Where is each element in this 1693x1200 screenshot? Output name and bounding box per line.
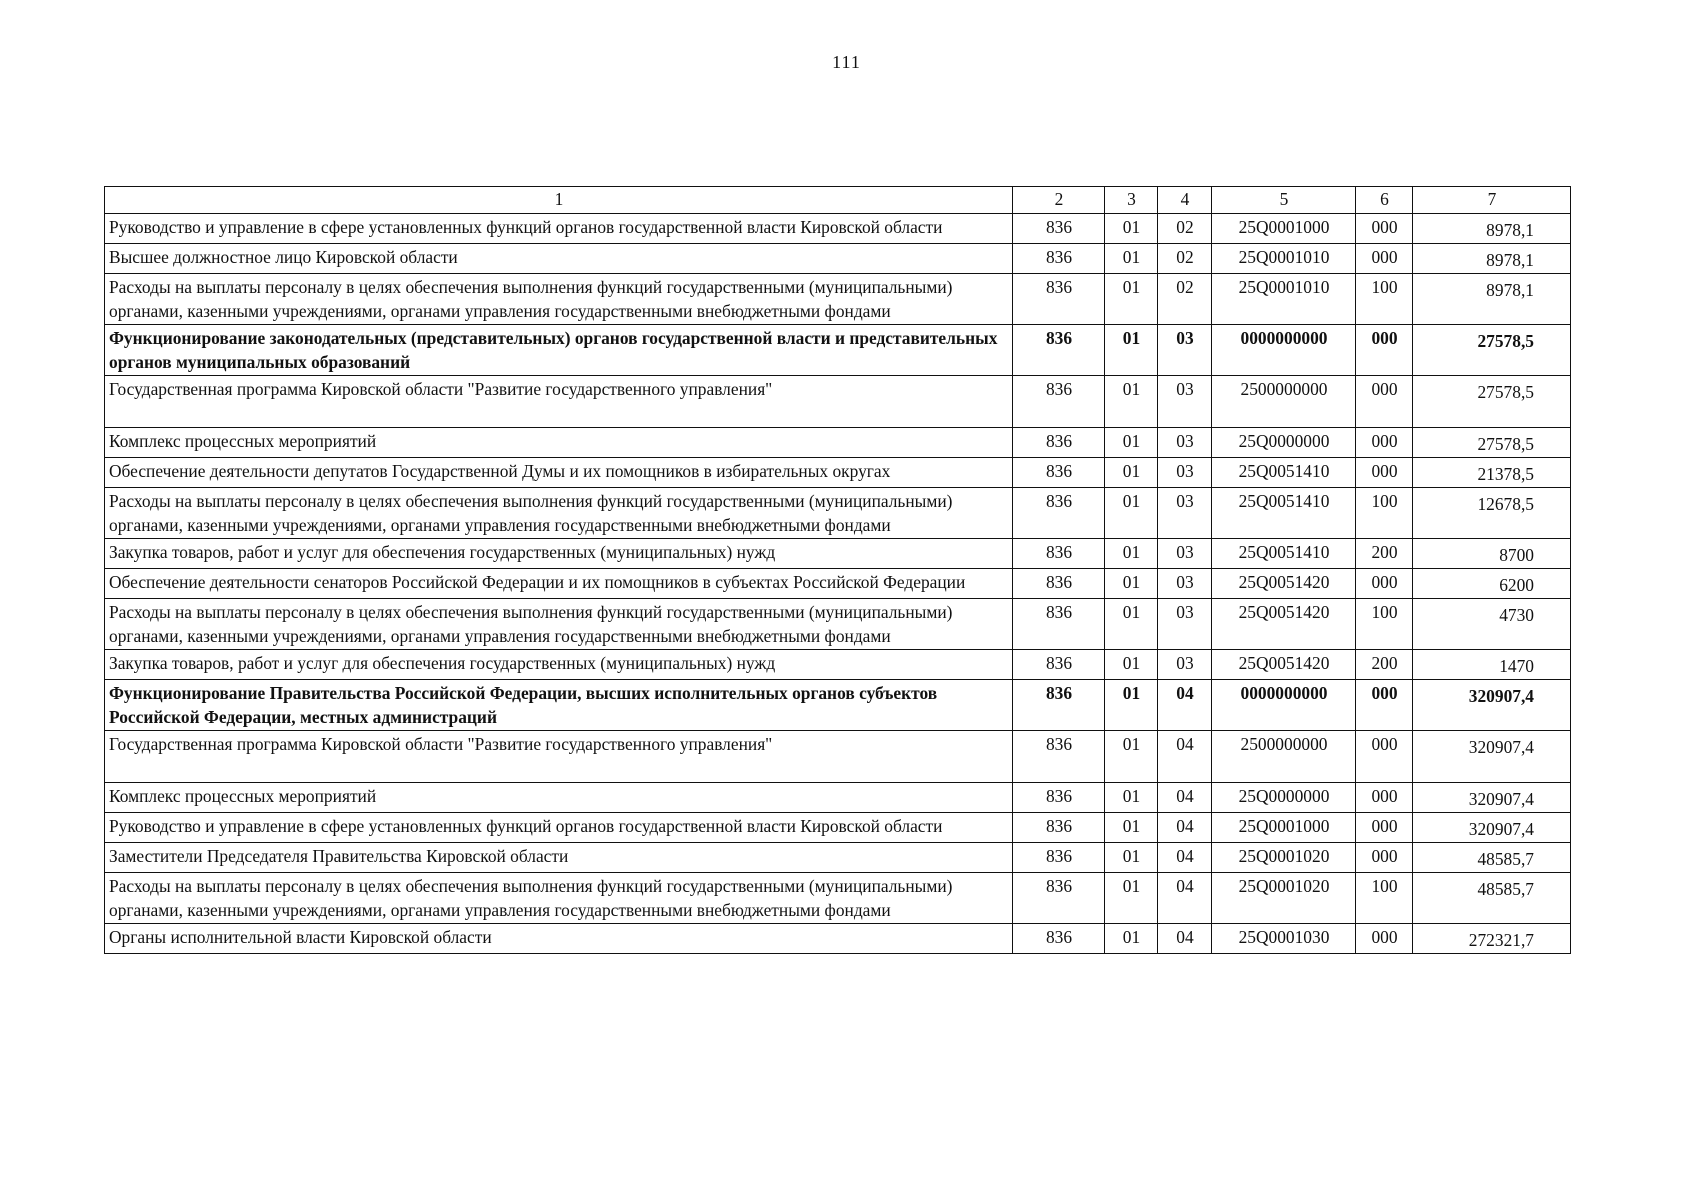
- cell-name: Расходы на выплаты персоналу в целях обеспечения выполнения функций государственными (муниципальными) органами, казенными учреждениями, органами управления государственными внебюджетными фондами: [105, 599, 1013, 650]
- cell-amount: 48585,7: [1413, 843, 1571, 873]
- cell-target-article: 25Q0051420: [1212, 650, 1356, 680]
- cell-subsection: 03: [1158, 539, 1212, 569]
- table-row: [105, 214, 1571, 244]
- cell-section: 01: [1105, 376, 1158, 428]
- cell-subsection: 03: [1158, 376, 1212, 428]
- cell-target-article: 25Q0001030: [1212, 924, 1356, 954]
- cell-grbs: 836: [1013, 599, 1105, 650]
- cell-name: Комплекс процессных мероприятий: [105, 783, 1013, 813]
- cell-grbs: 836: [1013, 924, 1105, 954]
- cell-name: Закупка товаров, работ и услуг для обеспечения государственных (муниципальных) нужд: [105, 539, 1013, 569]
- table-row: [105, 843, 1571, 873]
- table-row: [105, 813, 1571, 843]
- table-header-row: [105, 187, 1571, 214]
- cell-section: 01: [1105, 539, 1158, 569]
- cell-grbs: 836: [1013, 680, 1105, 731]
- cell-subsection: 03: [1158, 569, 1212, 599]
- cell-section: 01: [1105, 813, 1158, 843]
- cell-amount: 320907,4: [1413, 813, 1571, 843]
- cell-section: 01: [1105, 569, 1158, 599]
- cell-target-article: 25Q0000000: [1212, 428, 1356, 458]
- cell-subsection: 04: [1158, 731, 1212, 783]
- cell-subsection: 02: [1158, 214, 1212, 244]
- table-row: [105, 325, 1571, 376]
- cell-section: 01: [1105, 214, 1158, 244]
- cell-name: Руководство и управление в сфере установленных функций органов государственной власти Кировской области: [105, 214, 1013, 244]
- cell-expense-type: 000: [1356, 428, 1413, 458]
- cell-amount: 48585,7: [1413, 873, 1571, 924]
- cell-target-article: 25Q0051410: [1212, 458, 1356, 488]
- header-col-6: 6: [1356, 187, 1413, 214]
- cell-target-article: 25Q0051410: [1212, 488, 1356, 539]
- table-row: [105, 488, 1571, 539]
- cell-amount: 21378,5: [1413, 458, 1571, 488]
- cell-section: 01: [1105, 873, 1158, 924]
- cell-expense-type: 000: [1356, 244, 1413, 274]
- table-row: [105, 569, 1571, 599]
- cell-target-article: 25Q0051420: [1212, 599, 1356, 650]
- table-body: [105, 214, 1571, 954]
- cell-amount: 4730: [1413, 599, 1571, 650]
- table-row: [105, 783, 1571, 813]
- table-row: [105, 274, 1571, 325]
- table-row: [105, 539, 1571, 569]
- cell-target-article: 0000000000: [1212, 680, 1356, 731]
- cell-name: Руководство и управление в сфере установленных функций органов государственной власти Кировской области: [105, 813, 1013, 843]
- cell-name: Расходы на выплаты персоналу в целях обеспечения выполнения функций государственными (муниципальными) органами, казенными учреждениями, органами управления государственными внебюджетными фондами: [105, 873, 1013, 924]
- cell-target-article: 25Q0001020: [1212, 873, 1356, 924]
- table-row: [105, 924, 1571, 954]
- cell-target-article: 0000000000: [1212, 325, 1356, 376]
- cell-subsection: 02: [1158, 244, 1212, 274]
- header-col-3: 3: [1105, 187, 1158, 214]
- cell-expense-type: 000: [1356, 325, 1413, 376]
- cell-subsection: 04: [1158, 873, 1212, 924]
- cell-name: Функционирование законодательных (представительных) органов государственной власти и представительных органов муниципальных образований: [105, 325, 1013, 376]
- cell-section: 01: [1105, 274, 1158, 325]
- cell-amount: 8978,1: [1413, 214, 1571, 244]
- cell-target-article: 25Q0001010: [1212, 244, 1356, 274]
- cell-grbs: 836: [1013, 428, 1105, 458]
- cell-target-article: 25Q0000000: [1212, 783, 1356, 813]
- cell-amount: 8978,1: [1413, 244, 1571, 274]
- table-row: [105, 873, 1571, 924]
- cell-subsection: 03: [1158, 458, 1212, 488]
- cell-section: 01: [1105, 783, 1158, 813]
- cell-section: 01: [1105, 924, 1158, 954]
- cell-name: Функционирование Правительства Российской Федерации, высших исполнительных органов субъектов Российской Федерации, местных администраций: [105, 680, 1013, 731]
- cell-name: Органы исполнительной власти Кировской области: [105, 924, 1013, 954]
- cell-subsection: 04: [1158, 924, 1212, 954]
- cell-section: 01: [1105, 325, 1158, 376]
- cell-name: Заместители Председателя Правительства Кировской области: [105, 843, 1013, 873]
- cell-name: Расходы на выплаты персоналу в целях обеспечения выполнения функций государственными (муниципальными) органами, казенными учреждениями, органами управления государственными внебюджетными фондами: [105, 274, 1013, 325]
- cell-amount: 320907,4: [1413, 731, 1571, 783]
- cell-subsection: 03: [1158, 650, 1212, 680]
- cell-name: Расходы на выплаты персоналу в целях обеспечения выполнения функций государственными (муниципальными) органами, казенными учреждениями, органами управления государственными внебюджетными фондами: [105, 488, 1013, 539]
- cell-amount: 27578,5: [1413, 325, 1571, 376]
- cell-name: Высшее должностное лицо Кировской области: [105, 244, 1013, 274]
- cell-grbs: 836: [1013, 843, 1105, 873]
- cell-section: 01: [1105, 731, 1158, 783]
- cell-grbs: 836: [1013, 650, 1105, 680]
- cell-amount: 27578,5: [1413, 428, 1571, 458]
- cell-grbs: 836: [1013, 376, 1105, 428]
- cell-grbs: 836: [1013, 569, 1105, 599]
- cell-subsection: 03: [1158, 325, 1212, 376]
- cell-grbs: 836: [1013, 539, 1105, 569]
- cell-grbs: 836: [1013, 325, 1105, 376]
- cell-amount: 12678,5: [1413, 488, 1571, 539]
- cell-subsection: 03: [1158, 599, 1212, 650]
- cell-name: Государственная программа Кировской области "Развитие государственного управления": [105, 731, 1013, 783]
- cell-amount: 8700: [1413, 539, 1571, 569]
- cell-expense-type: 000: [1356, 376, 1413, 428]
- table-row: [105, 244, 1571, 274]
- cell-target-article: 25Q0001010: [1212, 274, 1356, 325]
- cell-target-article: 2500000000: [1212, 731, 1356, 783]
- cell-target-article: 25Q0051410: [1212, 539, 1356, 569]
- cell-name: Обеспечение деятельности сенаторов Российской Федерации и их помощников в субъектах Российской Федерации: [105, 569, 1013, 599]
- budget-table: [104, 186, 1571, 954]
- cell-grbs: 836: [1013, 813, 1105, 843]
- cell-expense-type: 100: [1356, 488, 1413, 539]
- cell-expense-type: 000: [1356, 813, 1413, 843]
- cell-grbs: 836: [1013, 488, 1105, 539]
- header-col-7: 7: [1413, 187, 1571, 214]
- cell-expense-type: 000: [1356, 214, 1413, 244]
- cell-name: Государственная программа Кировской области "Развитие государственного управления": [105, 376, 1013, 428]
- table-row: [105, 650, 1571, 680]
- table-row: [105, 599, 1571, 650]
- cell-amount: 320907,4: [1413, 680, 1571, 731]
- cell-expense-type: 000: [1356, 783, 1413, 813]
- header-col-5: 5: [1212, 187, 1356, 214]
- cell-expense-type: 000: [1356, 924, 1413, 954]
- cell-name: Закупка товаров, работ и услуг для обеспечения государственных (муниципальных) нужд: [105, 650, 1013, 680]
- cell-subsection: 03: [1158, 488, 1212, 539]
- cell-section: 01: [1105, 428, 1158, 458]
- cell-amount: 8978,1: [1413, 274, 1571, 325]
- cell-subsection: 04: [1158, 783, 1212, 813]
- cell-name: Комплекс процессных мероприятий: [105, 428, 1013, 458]
- cell-expense-type: 000: [1356, 843, 1413, 873]
- cell-amount: 6200: [1413, 569, 1571, 599]
- cell-grbs: 836: [1013, 731, 1105, 783]
- cell-section: 01: [1105, 680, 1158, 731]
- cell-expense-type: 000: [1356, 569, 1413, 599]
- cell-section: 01: [1105, 650, 1158, 680]
- cell-target-article: 25Q0051420: [1212, 569, 1356, 599]
- cell-amount: 1470: [1413, 650, 1571, 680]
- cell-subsection: 04: [1158, 843, 1212, 873]
- cell-section: 01: [1105, 599, 1158, 650]
- cell-expense-type: 200: [1356, 539, 1413, 569]
- cell-grbs: 836: [1013, 244, 1105, 274]
- cell-expense-type: 100: [1356, 873, 1413, 924]
- cell-subsection: 02: [1158, 274, 1212, 325]
- cell-target-article: 2500000000: [1212, 376, 1356, 428]
- cell-target-article: 25Q0001000: [1212, 813, 1356, 843]
- cell-amount: 27578,5: [1413, 376, 1571, 428]
- cell-subsection: 04: [1158, 813, 1212, 843]
- cell-section: 01: [1105, 244, 1158, 274]
- cell-expense-type: 000: [1356, 731, 1413, 783]
- cell-name: Обеспечение деятельности депутатов Государственной Думы и их помощников в избирательных округах: [105, 458, 1013, 488]
- cell-expense-type: 100: [1356, 274, 1413, 325]
- page-number: 111: [832, 52, 861, 72]
- cell-subsection: 03: [1158, 428, 1212, 458]
- cell-section: 01: [1105, 843, 1158, 873]
- cell-expense-type: 200: [1356, 650, 1413, 680]
- header-col-1: 1: [105, 187, 1013, 214]
- cell-expense-type: 100: [1356, 599, 1413, 650]
- cell-amount: 272321,7: [1413, 924, 1571, 954]
- table-row: [105, 376, 1571, 428]
- cell-target-article: 25Q0001020: [1212, 843, 1356, 873]
- cell-section: 01: [1105, 488, 1158, 539]
- cell-section: 01: [1105, 458, 1158, 488]
- cell-grbs: 836: [1013, 458, 1105, 488]
- table-row: [105, 428, 1571, 458]
- header-col-2: 2: [1013, 187, 1105, 214]
- cell-expense-type: 000: [1356, 458, 1413, 488]
- table-row: [105, 731, 1571, 783]
- cell-subsection: 04: [1158, 680, 1212, 731]
- cell-expense-type: 000: [1356, 680, 1413, 731]
- cell-grbs: 836: [1013, 214, 1105, 244]
- cell-amount: 320907,4: [1413, 783, 1571, 813]
- table-row: [105, 458, 1571, 488]
- table-row: [105, 680, 1571, 731]
- cell-target-article: 25Q0001000: [1212, 214, 1356, 244]
- cell-grbs: 836: [1013, 783, 1105, 813]
- cell-grbs: 836: [1013, 873, 1105, 924]
- header-col-4: 4: [1158, 187, 1212, 214]
- cell-grbs: 836: [1013, 274, 1105, 325]
